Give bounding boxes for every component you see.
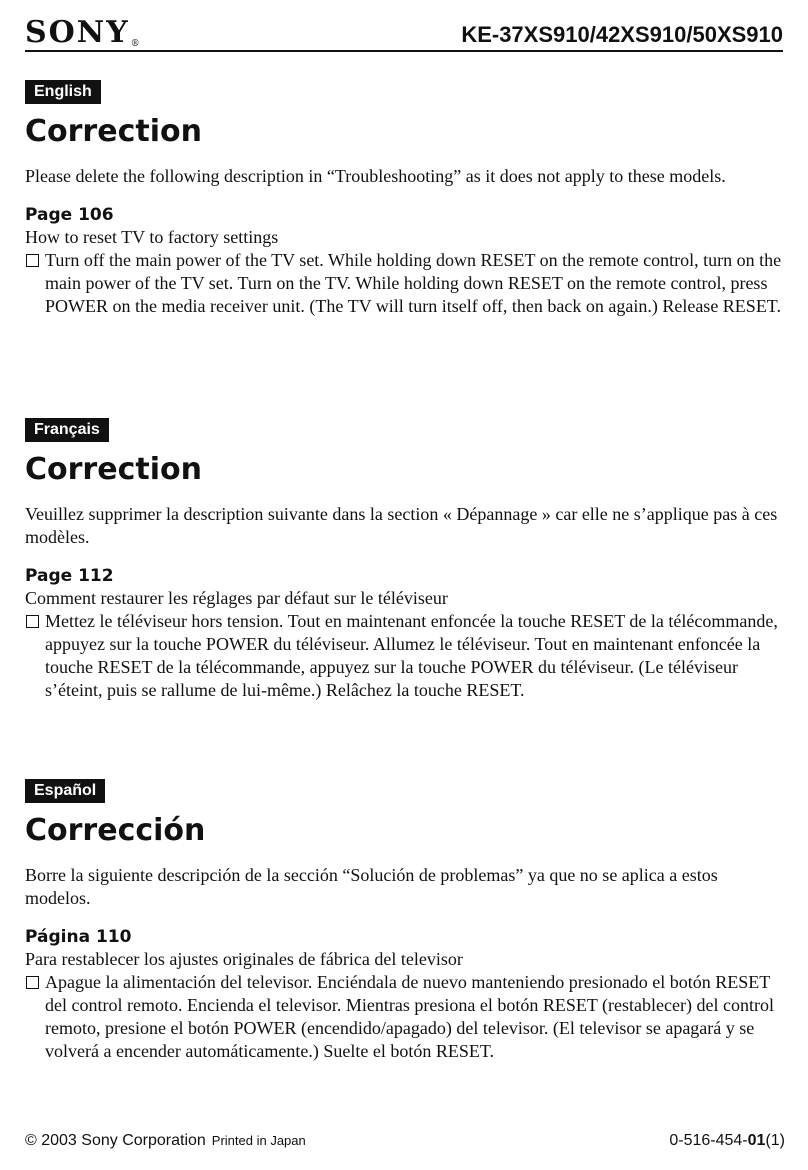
step-text: Turn off the main power of the TV set. While holding down RESET on the remote control, turn on the main power of the TV set. Turn on the TV. While holding down RESET on the remote control, press POWER on the media receiver unit. (The TV will turn itself off, then back on again.) Release RESET.	[45, 250, 782, 316]
intro-text: Borre la siguiente descripción de la sección “Solución de problemas” ya que no se aplica a estos modelos.	[25, 865, 718, 908]
procedure-step	[25, 610, 785, 702]
model-number: KE-37XS910/42XS910/50XS910	[461, 22, 783, 47]
section-french	[25, 418, 785, 702]
procedure-step	[25, 971, 785, 1063]
copyright	[25, 1130, 306, 1152]
section-heading: Correction	[25, 452, 202, 487]
section-english	[25, 80, 785, 318]
part-number-suffix: (1)	[765, 1132, 785, 1149]
checkbox-icon	[26, 976, 39, 989]
checkbox-icon	[26, 254, 39, 267]
printed-in: Printed in Japan	[211, 1133, 306, 1148]
procedure-title: Comment restaurer les réglages par défaut sur le téléviseur	[25, 588, 448, 608]
procedure-title: Para restablecer los ajustes originales de fábrica del televisor	[25, 949, 463, 969]
page-footer	[25, 1130, 785, 1154]
intro-text: Please delete the following description in “Troubleshooting” as it does not apply to these models.	[25, 166, 726, 186]
intro-text: Veuillez supprimer la description suivante dans la section « Dépannage » car elle ne s’applique pas à ces modèles.	[25, 504, 778, 547]
checkbox-icon	[26, 615, 39, 628]
sony-logo: SONY®	[25, 15, 140, 50]
language-tag: Français	[25, 418, 109, 442]
step-text: Apague la alimentación del televisor. Enciéndala de nuevo manteniendo presionado el botón RESET del control remoto. Encienda el televisor. Mientras presiona el botón RESET (restablecer) del control remoto, presione el botón POWER (encendido/apagado) del televisor. (El televisor se apagará y se volverá a encender automáticamente.) Suelte el botón RESET.	[45, 972, 774, 1061]
page-reference: Página 110	[25, 927, 132, 947]
page-reference: Page 112	[25, 566, 114, 586]
part-number-prefix: 0-516-454-	[669, 1132, 748, 1149]
page-header	[25, 14, 783, 52]
procedure-step	[25, 249, 785, 318]
part-number-bold: 01	[747, 1132, 766, 1149]
section-heading: Correction	[25, 114, 202, 149]
step-text: Mettez le téléviseur hors tension. Tout en maintenant enfoncée la touche RESET de la télécommande, appuyez sur la touche POWER du téléviseur. Allumez le téléviseur. Tout en maintenant enfoncée la touche RESET de la télécommande, appuyez sur la touche POWER du téléviseur. (Le téléviseur s’éteint, puis se rallume de lui-même.) Relâchez la touche RESET.	[45, 611, 778, 700]
language-tag: Español	[25, 779, 105, 803]
section-heading: Corrección	[25, 813, 206, 848]
copyright-text: © 2003 Sony Corporation	[25, 1132, 206, 1149]
part-number	[669, 1130, 785, 1152]
procedure-title: How to reset TV to factory settings	[25, 227, 279, 247]
section-spanish	[25, 779, 785, 1063]
language-tag: English	[25, 80, 101, 104]
page-reference: Page 106	[25, 205, 114, 225]
